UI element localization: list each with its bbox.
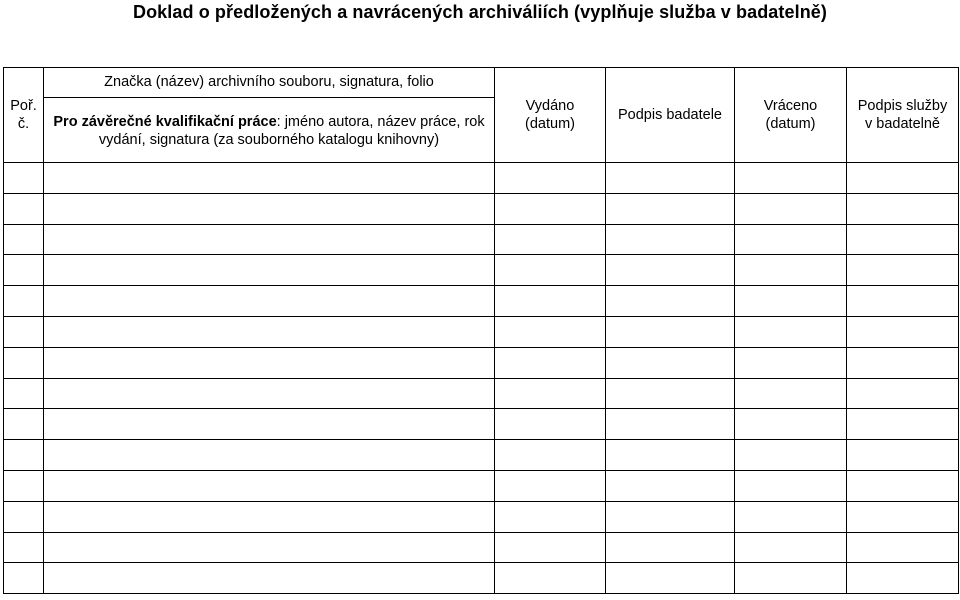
cell-row-number[interactable] bbox=[4, 163, 44, 194]
cell-issued-date[interactable] bbox=[495, 563, 606, 594]
cell-issued-date[interactable] bbox=[495, 347, 606, 378]
header-returned-line1: Vráceno bbox=[763, 98, 818, 114]
header-issued-line1: Vydáno bbox=[525, 98, 575, 114]
table-row bbox=[4, 347, 959, 378]
cell-returned-date[interactable] bbox=[735, 347, 847, 378]
table-row bbox=[4, 409, 959, 440]
cell-archive-mark[interactable] bbox=[44, 347, 495, 378]
cell-returned-date[interactable] bbox=[735, 470, 847, 501]
cell-staff-signature[interactable] bbox=[847, 563, 959, 594]
table-row bbox=[4, 224, 959, 255]
table-header bbox=[4, 68, 959, 163]
cell-staff-signature[interactable] bbox=[847, 255, 959, 286]
header-row-number-line1: Poř. bbox=[10, 98, 37, 114]
cell-researcher-signature[interactable] bbox=[606, 255, 735, 286]
header-thesis-bold: Pro závěrečné kvalifikační práce bbox=[53, 114, 277, 130]
cell-archive-mark[interactable] bbox=[44, 563, 495, 594]
cell-staff-signature[interactable] bbox=[847, 378, 959, 409]
cell-issued-date[interactable] bbox=[495, 286, 606, 317]
cell-researcher-signature[interactable] bbox=[606, 378, 735, 409]
cell-returned-date[interactable] bbox=[735, 193, 847, 224]
table-row bbox=[4, 286, 959, 317]
records-table bbox=[3, 67, 959, 594]
cell-archive-mark[interactable] bbox=[44, 224, 495, 255]
header-returned-line2: (datum) bbox=[765, 116, 816, 132]
cell-staff-signature[interactable] bbox=[847, 501, 959, 532]
cell-staff-signature[interactable] bbox=[847, 286, 959, 317]
cell-staff-signature[interactable] bbox=[847, 347, 959, 378]
cell-archive-mark[interactable] bbox=[44, 378, 495, 409]
table-row bbox=[4, 316, 959, 347]
table-row bbox=[4, 470, 959, 501]
cell-researcher-signature[interactable] bbox=[606, 193, 735, 224]
table-row bbox=[4, 563, 959, 594]
cell-staff-signature[interactable] bbox=[847, 409, 959, 440]
cell-researcher-signature[interactable] bbox=[606, 224, 735, 255]
cell-row-number[interactable] bbox=[4, 224, 44, 255]
cell-row-number[interactable] bbox=[4, 440, 44, 471]
header-staff-signature bbox=[847, 68, 959, 163]
cell-row-number[interactable] bbox=[4, 255, 44, 286]
cell-returned-date[interactable] bbox=[735, 409, 847, 440]
cell-researcher-signature[interactable] bbox=[606, 163, 735, 194]
header-issued-date bbox=[495, 68, 606, 163]
cell-staff-signature[interactable] bbox=[847, 224, 959, 255]
cell-staff-signature[interactable] bbox=[847, 532, 959, 563]
cell-researcher-signature[interactable] bbox=[606, 501, 735, 532]
header-thesis-rest: : jméno autora, název práce, rok vydání, signatura (za souborného katalogu knihovny) bbox=[98, 114, 485, 148]
cell-issued-date[interactable] bbox=[495, 501, 606, 532]
cell-researcher-signature[interactable] bbox=[606, 286, 735, 317]
cell-issued-date[interactable] bbox=[495, 224, 606, 255]
cell-row-number[interactable] bbox=[4, 409, 44, 440]
cell-archive-mark[interactable] bbox=[44, 193, 495, 224]
cell-issued-date[interactable] bbox=[495, 378, 606, 409]
header-staff-line2: v badatelně bbox=[865, 116, 940, 132]
cell-row-number[interactable] bbox=[4, 563, 44, 594]
cell-staff-signature[interactable] bbox=[847, 193, 959, 224]
cell-archive-mark[interactable] bbox=[44, 316, 495, 347]
cell-researcher-signature[interactable] bbox=[606, 316, 735, 347]
cell-researcher-signature[interactable] bbox=[606, 440, 735, 471]
cell-issued-date[interactable] bbox=[495, 440, 606, 471]
table-row bbox=[4, 501, 959, 532]
cell-returned-date[interactable] bbox=[735, 378, 847, 409]
table-row bbox=[4, 255, 959, 286]
header-row-number bbox=[4, 68, 44, 163]
cell-researcher-signature[interactable] bbox=[606, 532, 735, 563]
header-returned-date bbox=[735, 68, 847, 163]
header-thesis-info bbox=[44, 98, 495, 163]
page-title: Doklad o předložených a navrácených archiváliích (vyplňuje služba v badatelně) bbox=[132, 2, 828, 22]
cell-staff-signature[interactable] bbox=[847, 163, 959, 194]
table-row bbox=[4, 163, 959, 194]
cell-returned-date[interactable] bbox=[735, 286, 847, 317]
table-row bbox=[4, 193, 959, 224]
cell-archive-mark[interactable] bbox=[44, 440, 495, 471]
cell-researcher-signature[interactable] bbox=[606, 470, 735, 501]
header-issued-line2: (datum) bbox=[525, 116, 575, 132]
cell-returned-date[interactable] bbox=[735, 224, 847, 255]
cell-row-number[interactable] bbox=[4, 347, 44, 378]
cell-staff-signature[interactable] bbox=[847, 470, 959, 501]
table-row bbox=[4, 378, 959, 409]
cell-researcher-signature[interactable] bbox=[606, 409, 735, 440]
cell-returned-date[interactable] bbox=[735, 440, 847, 471]
cell-returned-date[interactable] bbox=[735, 163, 847, 194]
header-researcher-signature: Podpis badatele bbox=[606, 68, 735, 163]
cell-archive-mark[interactable] bbox=[44, 286, 495, 317]
cell-row-number[interactable] bbox=[4, 316, 44, 347]
cell-row-number[interactable] bbox=[4, 532, 44, 563]
cell-row-number[interactable] bbox=[4, 378, 44, 409]
header-staff-line1: Podpis služby bbox=[857, 98, 948, 114]
cell-researcher-signature[interactable] bbox=[606, 347, 735, 378]
cell-row-number[interactable] bbox=[4, 501, 44, 532]
cell-row-number[interactable] bbox=[4, 193, 44, 224]
cell-row-number[interactable] bbox=[4, 286, 44, 317]
cell-archive-mark[interactable] bbox=[44, 409, 495, 440]
cell-issued-date[interactable] bbox=[495, 532, 606, 563]
header-row-number-line2: č. bbox=[17, 116, 30, 132]
header-row bbox=[4, 68, 959, 98]
cell-archive-mark[interactable] bbox=[44, 255, 495, 286]
cell-returned-date[interactable] bbox=[735, 563, 847, 594]
cell-issued-date[interactable] bbox=[495, 316, 606, 347]
cell-staff-signature[interactable] bbox=[847, 316, 959, 347]
cell-archive-mark[interactable] bbox=[44, 532, 495, 563]
header-archive-mark: Značka (název) archivního souboru, signatura, folio bbox=[44, 68, 495, 98]
cell-returned-date[interactable] bbox=[735, 316, 847, 347]
cell-archive-mark[interactable] bbox=[44, 163, 495, 194]
table-row bbox=[4, 532, 959, 563]
cell-staff-signature[interactable] bbox=[847, 440, 959, 471]
cell-issued-date[interactable] bbox=[495, 193, 606, 224]
cell-issued-date[interactable] bbox=[495, 255, 606, 286]
cell-issued-date[interactable] bbox=[495, 470, 606, 501]
cell-issued-date[interactable] bbox=[495, 409, 606, 440]
cell-archive-mark[interactable] bbox=[44, 470, 495, 501]
cell-returned-date[interactable] bbox=[735, 501, 847, 532]
cell-returned-date[interactable] bbox=[735, 532, 847, 563]
cell-issued-date[interactable] bbox=[495, 163, 606, 194]
cell-archive-mark[interactable] bbox=[44, 501, 495, 532]
cell-row-number[interactable] bbox=[4, 470, 44, 501]
cell-returned-date[interactable] bbox=[735, 255, 847, 286]
table-body bbox=[4, 163, 959, 594]
cell-researcher-signature[interactable] bbox=[606, 563, 735, 594]
table-row bbox=[4, 440, 959, 471]
